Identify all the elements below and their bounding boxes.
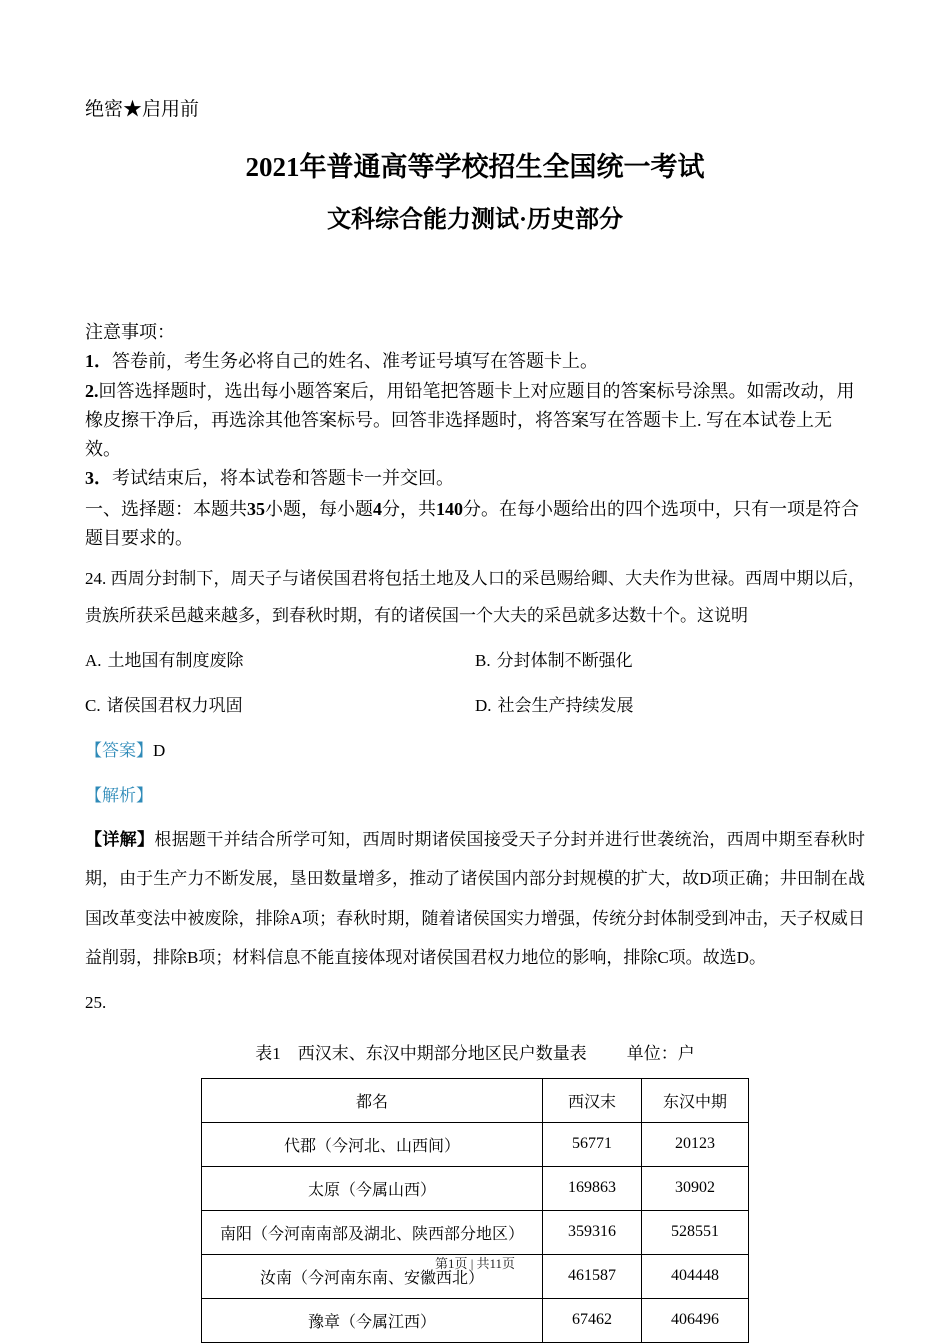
- section-heading-seg1: 一、选择题：本题共: [85, 499, 247, 520]
- exam-title: 2021年普通高等学校招生全国统一考试: [245, 151, 705, 182]
- household-count-table: [201, 1078, 749, 1343]
- notice-item-3-number: 3．: [85, 468, 112, 489]
- table-row: [202, 1298, 749, 1342]
- option-c-text: 诸侯国君权力巩固: [106, 696, 243, 716]
- detail-tag: 【详解】: [85, 830, 155, 850]
- table-cell-east-han: 30902: [642, 1166, 749, 1210]
- section-question-count: 35: [247, 499, 265, 520]
- table-cell-west-han: 169863: [543, 1166, 642, 1210]
- question-24-answer-line: [85, 736, 865, 761]
- section-heading: [85, 495, 865, 553]
- table-cell-west-han: 461587: [543, 1254, 642, 1298]
- answer-value: D: [153, 741, 166, 761]
- section-points-each: 4: [373, 499, 382, 520]
- table-header-east-han: 东汉中期: [642, 1078, 749, 1122]
- table-cell-west-han: 67462: [543, 1298, 642, 1342]
- notice-item-1-number: 1．: [85, 351, 112, 372]
- table-header-region: 都名: [202, 1078, 543, 1122]
- notice-item-1: [85, 347, 865, 376]
- option-b-label: B.: [475, 651, 491, 671]
- option-a-text: 土地国有制度废除: [107, 651, 244, 671]
- notice-item-2: [85, 377, 865, 464]
- table-cell-east-han: 406496: [642, 1298, 749, 1342]
- table-row: [202, 1122, 749, 1166]
- section-heading-seg2: 小题，每小题: [265, 499, 373, 520]
- notice-item-2-text: 回答选择题时，选出每小题答案后，用铅笔把答题卡上对应题目的答案标号涂黑。如需改动，用橡皮擦干净后，再选涂其他答案标号。回答非选择题时，将答案写在答题卡上. 写在本试卷上无效。: [85, 380, 855, 459]
- table-cell-region: 豫章（今属江西）: [202, 1298, 543, 1342]
- option-b-text: 分封体制不断强化: [496, 651, 633, 671]
- question-24-option-c: [85, 691, 475, 716]
- option-d-label: D.: [475, 696, 492, 716]
- table-cell-region: 太原（今属山西）: [202, 1166, 543, 1210]
- analysis-tag: 【解析】: [85, 786, 153, 806]
- notice-item-3: [85, 464, 865, 493]
- notice-item-2-number: 2.: [85, 380, 99, 401]
- table-header-row: [202, 1078, 749, 1122]
- table-unit: 单位：户: [626, 1043, 695, 1063]
- question-24-option-a: [85, 646, 475, 671]
- table-cell-west-han: 359316: [543, 1210, 642, 1254]
- table-cell-east-han: 20123: [642, 1122, 749, 1166]
- page-footer: 第1页 | 共11页: [434, 1256, 516, 1271]
- table-cell-region: 代郡（今河北、山西间）: [202, 1122, 543, 1166]
- notice-block: [85, 318, 865, 493]
- table-caption: [85, 1039, 865, 1064]
- notice-item-3-text: 考试结束后，将本试卷和答题卡一并交回。: [112, 468, 454, 489]
- section-heading-seg3: 分，共: [382, 499, 436, 520]
- question-24-analysis-line: [85, 781, 865, 806]
- exam-subtitle: 文科综合能力测试·历史部分: [326, 207, 623, 234]
- table-cell-west-han: 56771: [543, 1122, 642, 1166]
- notice-heading: 注意事项：: [85, 322, 175, 343]
- classification-label: 绝密★启用前: [85, 99, 200, 120]
- section-total-points: 140: [436, 499, 463, 520]
- question-24-options: [85, 646, 865, 716]
- table-row: [202, 1166, 749, 1210]
- section-heading-seg4: 分。在每小题给出的四个选项中，只有一项是符合题目要求的。: [85, 499, 859, 549]
- question-24-stem: 24. 西周分封制下，周天子与诸侯国君将包括土地及人口的采邑赐给卿、大夫作为世禄。西周中期以后，贵族所获采邑越来越多，到春秋时期，有的诸侯国一个大夫的采邑就多达数十个。这说明: [85, 568, 865, 625]
- table-title: 表1 西汉末、东汉中期部分地区民户数量表: [255, 1043, 587, 1063]
- table-header-west-han: 西汉末: [543, 1078, 642, 1122]
- table-cell-east-han: 404448: [642, 1254, 749, 1298]
- table-cell-region: 南阳（今河南南部及湖北、陕西部分地区）: [202, 1210, 543, 1254]
- option-a-label: A.: [85, 651, 102, 671]
- answer-tag: 【答案】: [85, 741, 153, 761]
- table-cell-east-han: 528551: [642, 1210, 749, 1254]
- question-25-number: 25.: [85, 992, 107, 1012]
- table-cell-region: 汝南（今河南东南、安徽西北）: [202, 1254, 543, 1298]
- question-24-option-d: [475, 691, 865, 716]
- table-row: [202, 1210, 749, 1254]
- question-24-detail: [85, 820, 865, 976]
- option-c-label: C.: [85, 696, 101, 716]
- option-d-text: 社会生产持续发展: [497, 696, 634, 716]
- detail-text: 根据题干并结合所学可知，西周时期诸侯国接受天子分封并进行世袭统治，西周中期至春秋时期，由于生产力不断发展，垦田数量增多，推动了诸侯国内部分封规模的扩大，故D项正确；井田制在战国改革变法中被废除，排除A项；春秋时期，随着诸侯国实力增强，传统分封体制受到冲击，天子权威日益削弱，排除B项；材料信息不能直接体现对诸侯国君权力地位的影响，排除C项。故选D。: [85, 830, 866, 967]
- notice-item-1-text: 答卷前，考生务必将自己的姓名、准考证号填写在答题卡上。: [112, 351, 598, 372]
- question-24-option-b: [475, 646, 865, 671]
